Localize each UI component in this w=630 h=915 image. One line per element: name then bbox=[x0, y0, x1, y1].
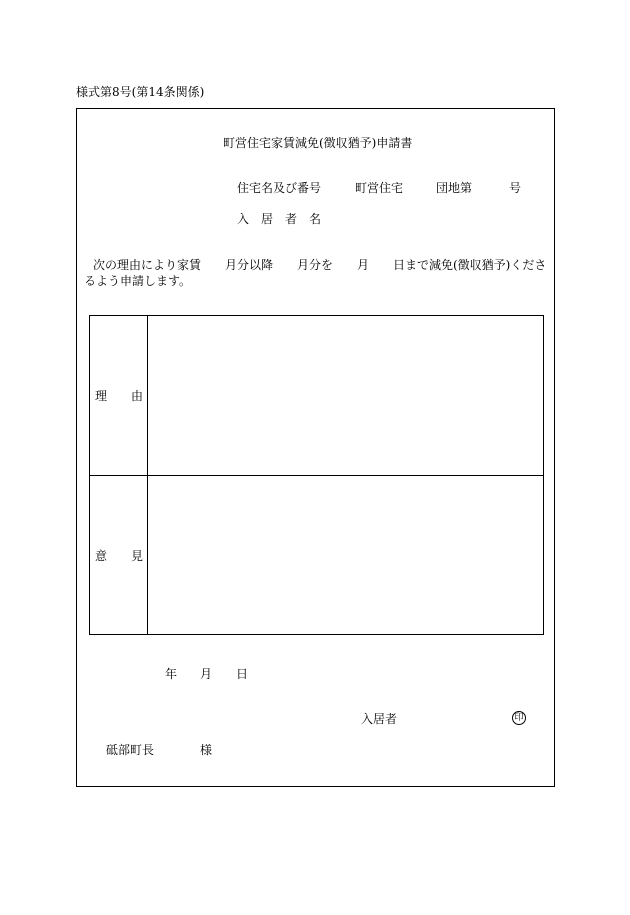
housing-label: 住宅名及び番号 bbox=[237, 181, 322, 195]
table-row-divider bbox=[89, 475, 544, 476]
form-title: 町営住宅家賃減免(徴収猶予)申請書 bbox=[223, 136, 413, 150]
date-year-label: 年 bbox=[165, 667, 178, 681]
seal-icon: 印 bbox=[512, 711, 526, 725]
resident-signature-label: 入居者 bbox=[361, 712, 398, 726]
reason-label: 理 由 bbox=[95, 389, 144, 403]
request-text-line1: 次の理由により家賃 月分以降 月分を 月 日まで減免(徴収猶予)くださ bbox=[93, 258, 547, 272]
addressee-name: 砥部町長 bbox=[106, 743, 155, 757]
town-housing-label: 町営住宅 bbox=[355, 181, 404, 195]
form-number: 様式第8号(第14条関係) bbox=[76, 85, 205, 99]
date-day-label: 日 bbox=[236, 667, 249, 681]
resident-name-label: 入 居 者 名 bbox=[237, 212, 322, 226]
opinion-label: 意 見 bbox=[95, 549, 144, 563]
block-label: 団地第 bbox=[436, 181, 473, 195]
number-suffix: 号 bbox=[509, 181, 522, 195]
request-text-line2: るよう申請します。 bbox=[84, 274, 192, 288]
addressee-honorific: 様 bbox=[200, 743, 213, 757]
date-month-label: 月 bbox=[200, 667, 213, 681]
